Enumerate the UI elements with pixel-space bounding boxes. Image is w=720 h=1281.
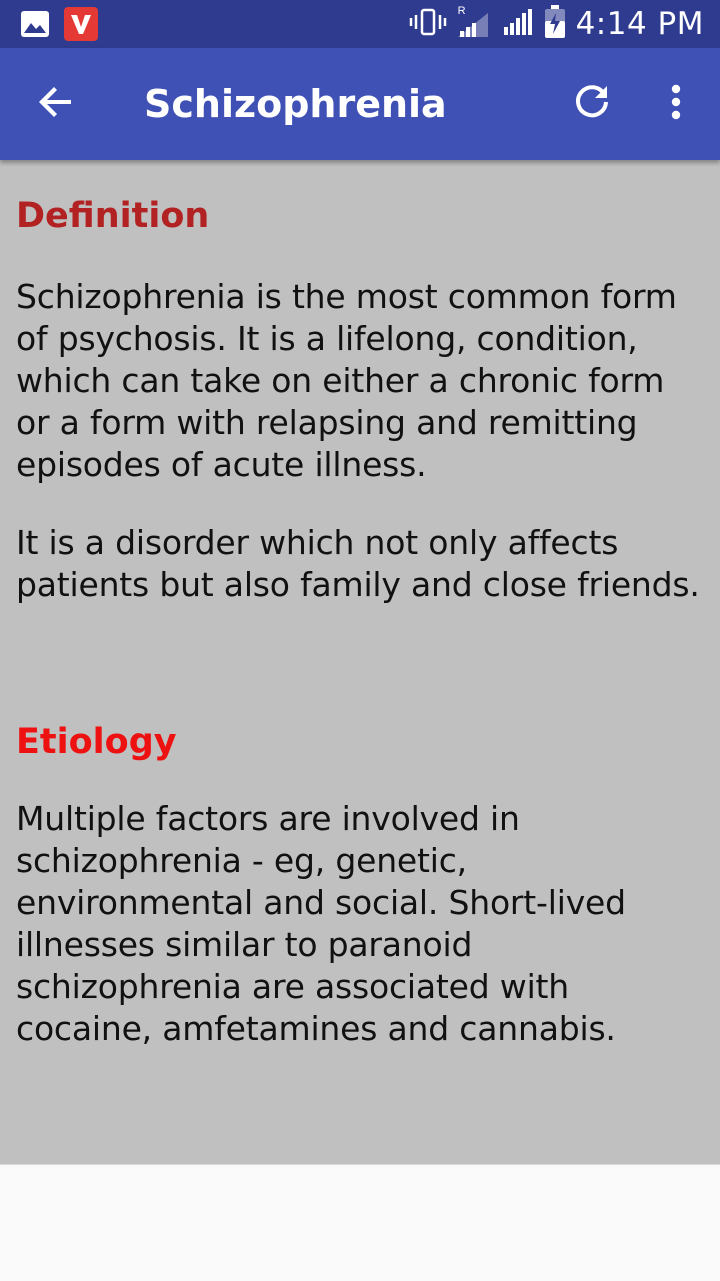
bottom-panel bbox=[0, 1164, 720, 1281]
status-bar bbox=[0, 0, 720, 48]
article-content[interactable] bbox=[0, 160, 720, 1164]
definition-paragraph-2: It is a disorder which not only affects patients but also family and close friends. bbox=[16, 523, 700, 604]
signal-icon-2 bbox=[500, 7, 534, 42]
refresh-button[interactable] bbox=[564, 76, 620, 132]
etiology-paragraph-1: Multiple factors are involved in schizophrenia - eg, genetic, environmental and social. Short-lived illnesses similar to paranoid schizophrenia are associated with cocaine, amfetamines and cannabis. bbox=[16, 799, 626, 1048]
more-options-button[interactable] bbox=[648, 76, 704, 132]
refresh-icon bbox=[573, 83, 611, 126]
definition-heading: Definition bbox=[16, 196, 210, 236]
back-button[interactable] bbox=[28, 76, 84, 132]
vidmate-app-icon bbox=[64, 7, 98, 46]
status-time: 4:14 PM bbox=[575, 6, 704, 42]
etiology-heading: Etiology bbox=[16, 722, 177, 762]
arrow-back-icon bbox=[38, 84, 74, 125]
image-notification-icon bbox=[20, 9, 50, 44]
more-vert-icon bbox=[670, 84, 682, 125]
battery-charging-icon bbox=[544, 5, 566, 44]
roaming-indicator: R bbox=[457, 5, 466, 17]
app-bar bbox=[0, 48, 720, 160]
definition-paragraph-1: Schizophrenia is the most common form of psychosis. It is a lifelong, condition, which can take on either a chronic form or a form with relapsing and remitting episodes of acute illness. bbox=[16, 277, 677, 484]
page-title: Schizophrenia bbox=[144, 82, 447, 126]
vibrate-icon bbox=[410, 7, 446, 42]
signal-icon bbox=[456, 5, 490, 39]
